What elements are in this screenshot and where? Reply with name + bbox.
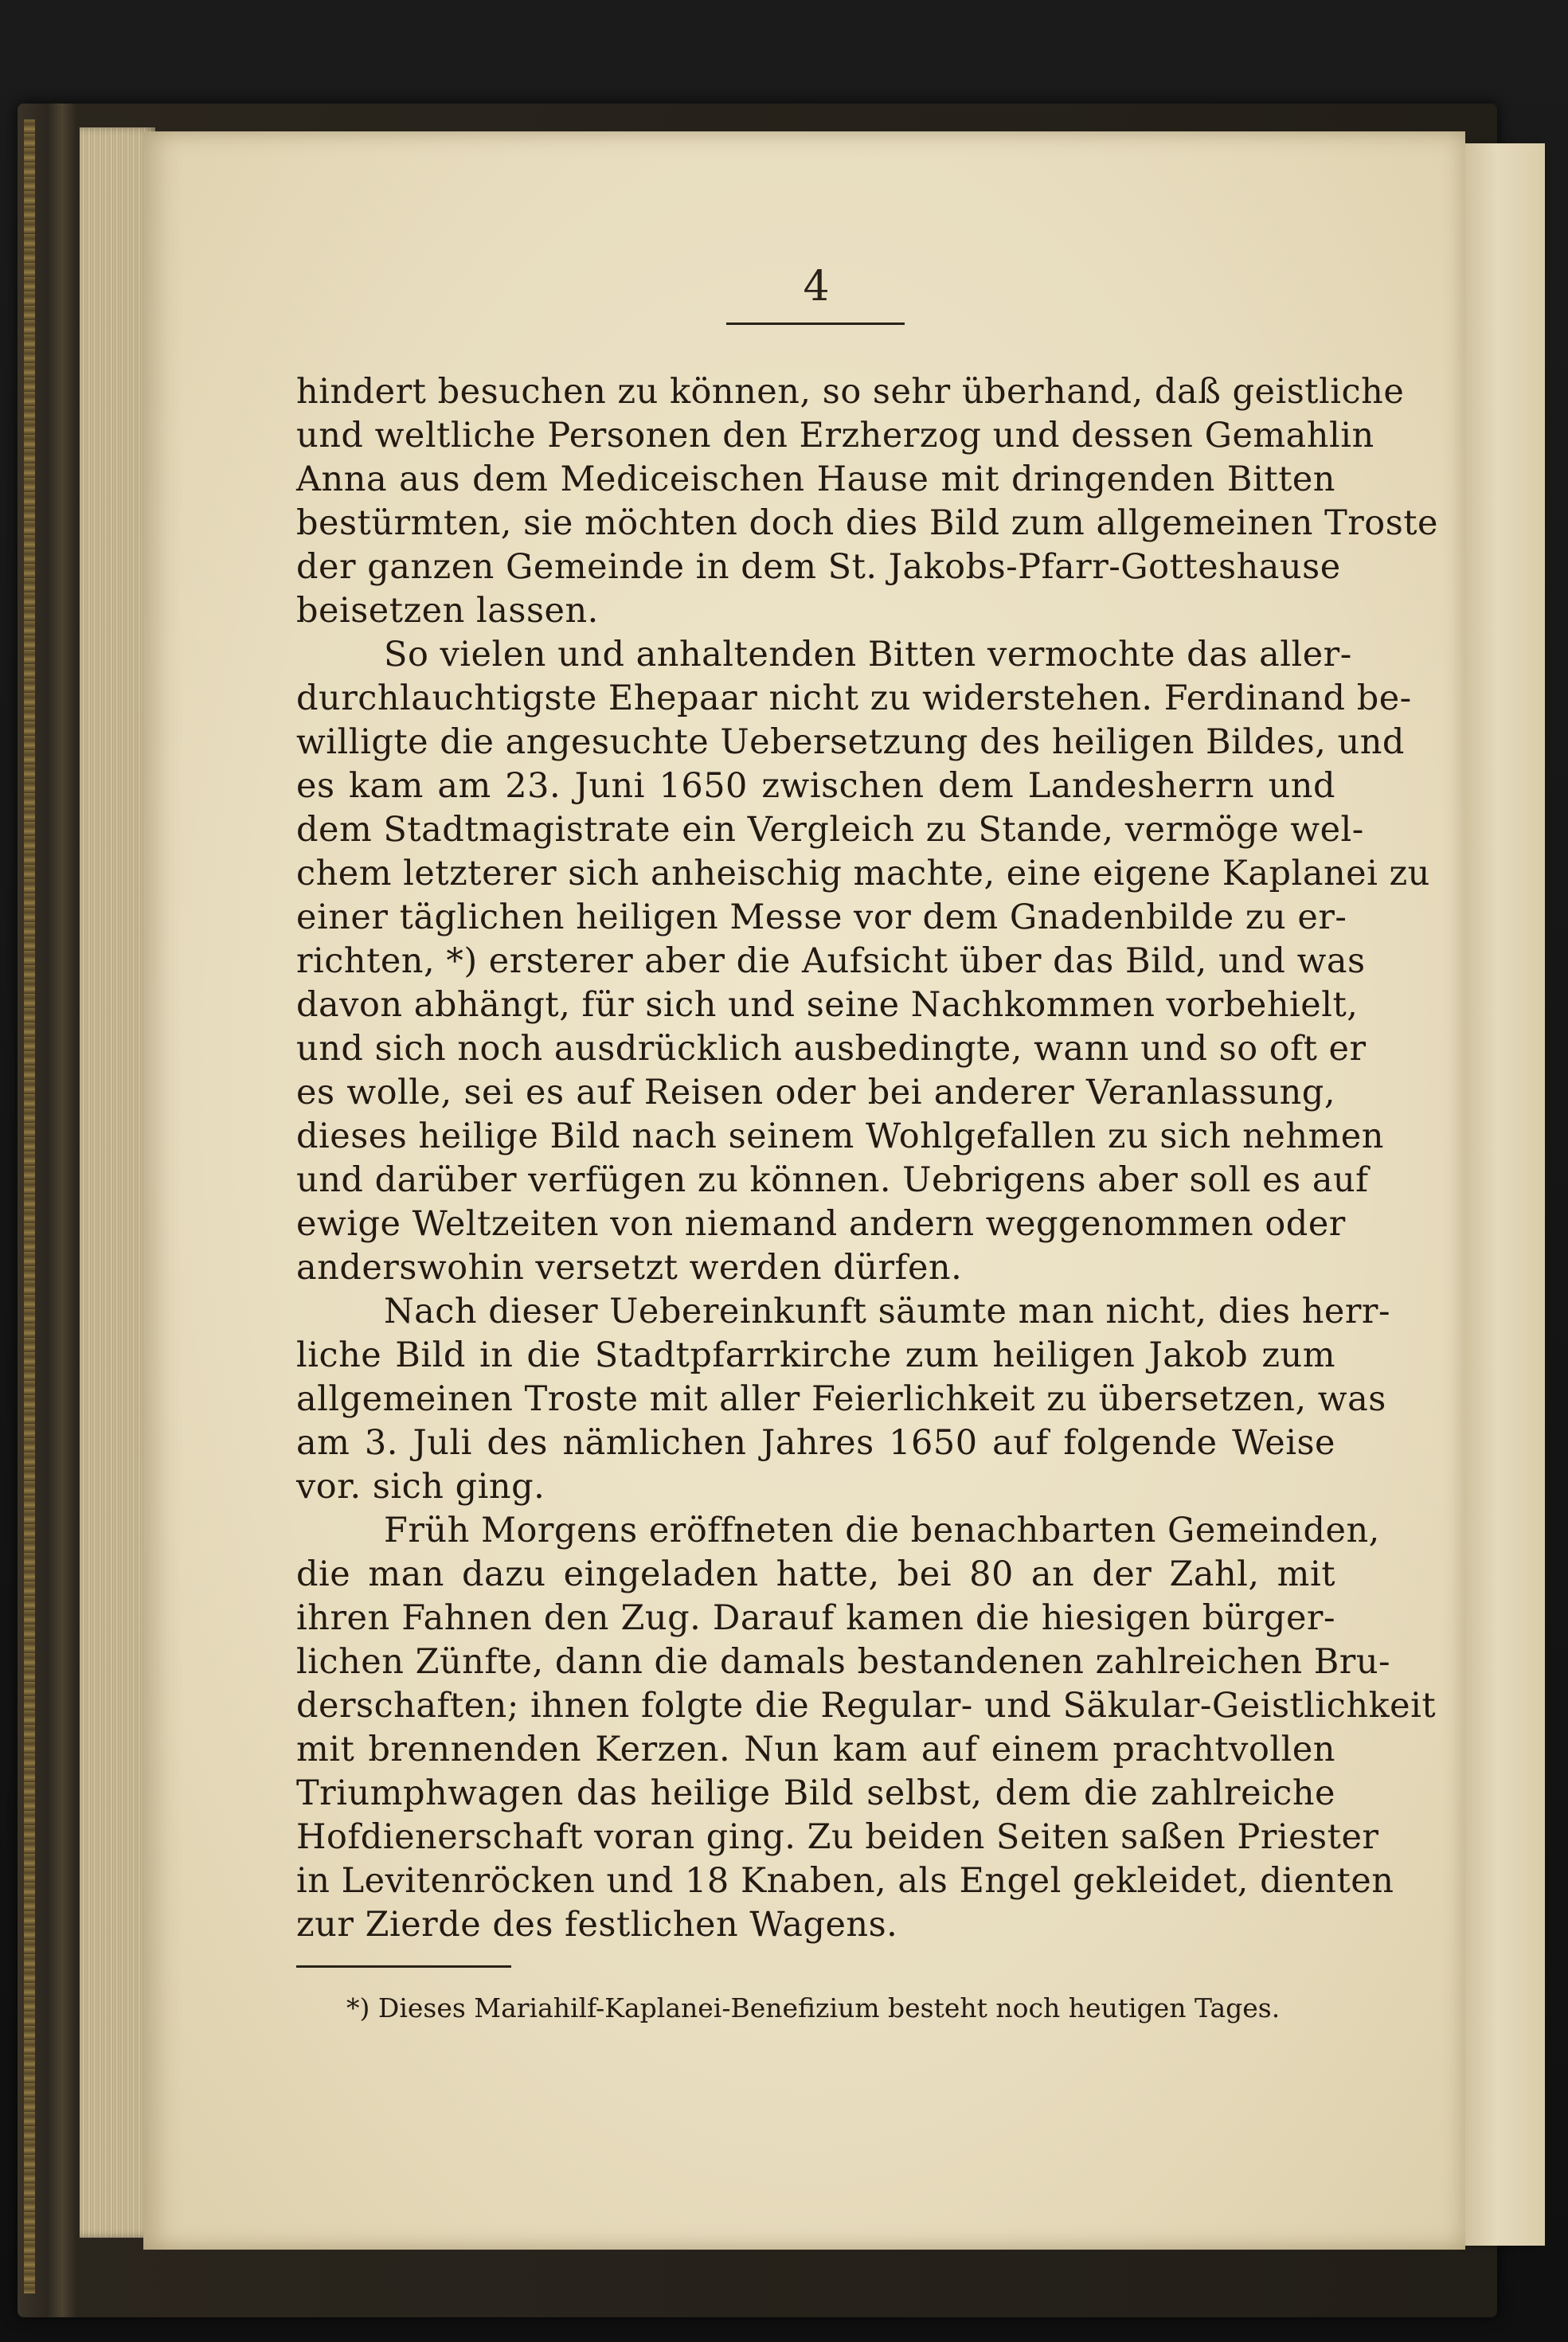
text-line: mit brennenden Kerzen. Nun kam auf einem prachtvollen [296,1730,1335,1769]
text-line: und weltliche Personen den Erzherzog und dessen Gemahlin [296,416,1374,455]
text-line: Nach dieser Uebereinkunft säumte man nicht, dies herr- [384,1292,1391,1331]
text-line: Früh Morgens eröffneten die benachbarten Gemeinden, [384,1511,1380,1550]
text-line: derschaften; ihnen folgte die Regular- und Säkular-Geistlichkeit [296,1686,1437,1726]
text-line: So vielen und anhaltenden Bitten vermochte das aller- [384,635,1352,674]
text-line: davon abhängt, für sich und seine Nachkommen vorbehielt, [296,985,1359,1025]
text-line: und darüber verfügen zu können. Uebrigens aber soll es auf [296,1160,1369,1200]
text-line: allgemeinen Troste mit aller Feierlichkeit zu übersetzen, was [296,1379,1386,1419]
text-line: und sich noch ausdrücklich ausbedingte, wann und so oft er [296,1029,1367,1069]
text-line: bestürmten, sie möchten doch dies Bild zum allgemeinen Troste [296,503,1438,543]
text-line: ihren Fahnen den Zug. Darauf kamen die hiesigen bürger- [296,1598,1335,1638]
text-line: chem letzterer sich anheischig machte, eine eigene Kaplanei zu [296,854,1430,893]
text-line: ewige Weltzeiten von niemand andern weggenommen oder [296,1204,1346,1244]
text-line: richten, *) ersterer aber die Aufsicht über das Bild, und was [296,941,1366,981]
text-line: einer täglichen heiligen Messe vor dem Gnadenbilde zu er- [296,897,1347,937]
text-line: dem Stadtmagistrate ein Vergleich zu Stande, vermöge wel- [296,810,1364,850]
text-line: am 3. Juli des nämlichen Jahres 1650 auf folgende Weise [296,1423,1335,1463]
text-line: vor. sich ging. [296,1467,545,1507]
text-line: anderswohin versetzt werden dürfen. [296,1248,963,1288]
text-line: liche Bild in die Stadtpfarrkirche zum heiligen Jakob zum [296,1335,1335,1375]
text-line: Anna aus dem Mediceischen Hause mit dringenden Bitten [296,459,1335,499]
text-line: lichen Zünfte, dann die damals bestandenen zahlreichen Bru- [296,1642,1391,1682]
cover-gilt-edge [24,119,35,2293]
text-line: der ganzen Gemeinde in dem St. Jakobs-Pfarr-Gotteshause [296,547,1341,587]
text-line: zur Zierde des festlichen Wagens. [296,1905,898,1945]
text-line: Hofdienerschaft voran ging. Zu beiden Seiten saßen Priester [296,1817,1379,1857]
text-line: durchlauchtigste Ehepaar nicht zu widerstehen. Ferdinand be- [296,678,1412,718]
footnote: *) Dieses Mariahilf-Kaplanei-Benefizium besteht noch heutigen Tages. [346,1992,1281,2023]
text-line: die man dazu eingeladen hatte, bei 80 an der Zahl, mit [296,1554,1335,1594]
text-line: dieses heilige Bild nach seinem Wohlgefallen zu sich nehmen [296,1116,1384,1156]
text-line: in Levitenröcken und 18 Knaben, als Engel gekleidet, dienten [296,1861,1394,1901]
body-text [296,370,1438,1947]
footnote-rule [296,1965,511,1968]
text-line: Triumphwagen das heilige Bild selbst, dem die zahlreiche [296,1773,1335,1813]
text-line: hindert besuchen zu können, so sehr überhand, daß geistliche [296,372,1405,412]
page-number: 4 [803,263,830,311]
page-number-rule [726,323,905,325]
text-line: es wolle, sei es auf Reisen oder bei anderer Veranlassung, [296,1073,1335,1112]
facing-page-edge [1465,143,1545,2246]
text-line: willigte die angesuchte Uebersetzung des heiligen Bildes, und [296,722,1405,762]
text-line: es kam am 23. Juni 1650 zwischen dem Landesherrn und [296,766,1335,806]
text-line: beisetzen lassen. [296,591,599,631]
